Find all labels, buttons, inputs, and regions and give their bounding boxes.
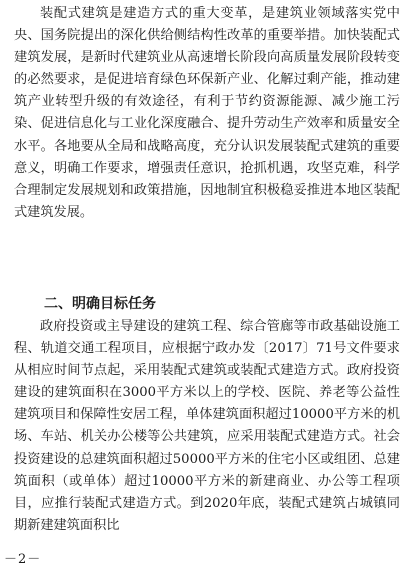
document-page — [14, 0, 400, 578]
body-paragraph-2: 政府投资或主导建设的建筑工程、综合管廊等市政基础设施工程、轨道交通工程项目，应根据宁政办发〔2017〕71号文件要求从相应时间节点起，采用装配式建筑或装配式建造方式。政府投资建设的建筑面积在3000平方米以上的学校、医院、养老等公益性建筑项目和保障性安居工程，单体建筑面积超过10000平方米的机场、车站、机关办公楼等公共建筑，应采用装配式建造方式。社会投资建设的总建筑面积超过50000平方米的住宅小区或组团、总建筑面积（或单体）超过10000平方米的新建商业、办公等工程项目，应推行装配式建造方式。到2020年底，装配式建筑占城镇同期新建建筑面积比 — [14, 319, 400, 533]
body-paragraph-1: 装配式建筑是建造方式的重大变革，是建筑业领域落实党中央、国务院提出的深化供给侧结构性改革的重要举措。加快装配式建筑发展，是新时代建筑业从高速增长阶段向高质量发展阶段转变的必然要求，是促进培育绿色环保新产业、化解过剩产能，推动建筑产业转型升级的有效途径，有利于节约资源能源、减少施工污染、促进信息化与工业化深度融合、提升劳动生产效率和质量安全水平。各地要从全局和战略高度，充分认识发展装配式建筑的重要意义，明确工作要求，增强责任意识，抢抓机遇，攻坚克难，科学合理制定发展规划和政策措施，因地制宜积极稳妥推进本地区装配式建筑发展。 — [14, 6, 400, 220]
page-number: －2－ — [4, 552, 42, 567]
section-heading: 二、明确目标任务 — [44, 296, 156, 312]
